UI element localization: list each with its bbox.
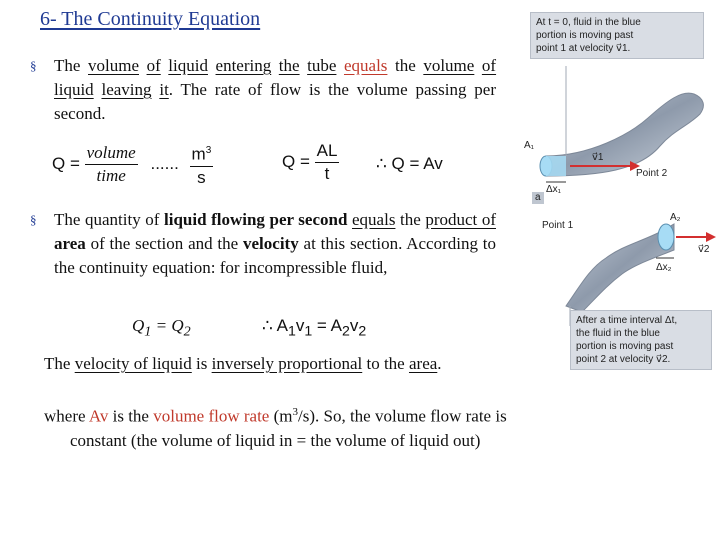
label-point-2: Point 2 <box>636 168 668 179</box>
eq-symbol: = A <box>312 316 342 335</box>
caption-line: portion is moving past <box>536 30 634 41</box>
word-underlined: the <box>278 56 300 75</box>
text: to the <box>362 354 409 373</box>
bullet-text <box>54 208 496 280</box>
text: at this section. According to the continuity equation: for incompressible fluid, <box>54 234 496 277</box>
flow-rate-paragraph <box>44 400 648 453</box>
fraction-denominator: time <box>96 165 126 185</box>
eq-subscript: 1 <box>304 323 313 340</box>
text-underlined: velocity of liquid <box>74 354 192 373</box>
eq-symbol: = <box>69 153 80 173</box>
label-a1: A₁ <box>524 140 535 151</box>
caption-line: portion is moving past <box>576 341 674 352</box>
label-point-1: Point 1 <box>542 220 574 231</box>
eq-symbol: ∴ A <box>262 316 288 335</box>
pipe-top <box>546 93 703 176</box>
text: (m <box>269 406 293 426</box>
slide-title: 6- The Continuity Equation <box>40 8 261 30</box>
inverse-proportion-sentence <box>44 354 442 374</box>
bullet-text <box>54 54 496 126</box>
fraction-denominator: t <box>324 164 330 183</box>
bullet-volume-definition <box>30 54 496 126</box>
text: where <box>44 406 89 426</box>
fraction-numerator <box>190 140 214 167</box>
paragraph-line-2: constant (the volume of liquid in = the volume of liquid out) <box>70 430 481 450</box>
text: of the section and the <box>85 234 244 253</box>
equation-al-over-t <box>282 140 339 185</box>
bullet-continuity <box>30 208 496 280</box>
fluid-segment-1-body <box>546 156 566 176</box>
fraction-denominator: s <box>197 167 206 187</box>
bullet-rest: . The rate of flow is the volume passing per second. <box>54 80 497 123</box>
bullet-marker: § <box>30 212 37 227</box>
caption-line: At t = 0, fluid in the blue <box>536 17 641 28</box>
word-underlined: entering <box>215 56 272 75</box>
fraction-units <box>190 140 214 189</box>
label-dx2: Δx₂ <box>656 262 672 273</box>
word-underlined: leaving <box>101 80 152 99</box>
text: . <box>437 354 442 373</box>
eq-symbol: Q <box>132 316 145 335</box>
eq-symbol: Q <box>282 151 296 171</box>
word-underlined: of <box>146 56 161 75</box>
eq-symbol: Q <box>171 316 184 335</box>
text: The quantity of <box>54 210 164 229</box>
text-bold: area <box>54 234 86 253</box>
text-underlined: product of <box>425 210 496 229</box>
word-underlined: volume <box>88 56 139 75</box>
word-underlined: of <box>481 56 497 75</box>
eq-symbol: = <box>299 151 310 171</box>
caption-line: After a time interval Δt, <box>576 315 678 326</box>
equation-a1v1-a2v2 <box>262 316 366 339</box>
text-red: Av <box>88 406 109 426</box>
label-dx1: Δx₁ <box>546 184 562 195</box>
eq-symbol: Q <box>52 153 66 173</box>
equation-volume-rate <box>52 140 213 189</box>
figure-badge: a <box>535 192 541 203</box>
word-underlined: liquid <box>168 56 208 75</box>
text-bold: liquid flowing per second <box>164 210 348 229</box>
word: the <box>394 56 416 75</box>
eq-dots: ...... <box>150 153 179 173</box>
caption-line: the fluid in the blue <box>576 328 660 339</box>
fraction-numerator: AL <box>315 140 340 163</box>
word-underlined: liquid <box>54 80 94 99</box>
eq-subscript: 2 <box>341 323 350 340</box>
text: The <box>44 354 75 373</box>
unit-exponent: 3 <box>205 145 212 156</box>
eq-subscript: 2 <box>183 323 191 340</box>
label-v2: v⃗2 <box>698 244 710 255</box>
caption-bottom <box>570 310 712 370</box>
velocity-arrow-2-head <box>706 232 716 242</box>
eq-subscript: 1 <box>144 323 152 340</box>
text-underlined: inversely proportional <box>211 354 363 373</box>
equation-q-equals-av: ∴ Q = Av <box>376 154 443 173</box>
label-a2: A₂ <box>670 212 681 223</box>
word-underlined: it <box>159 80 169 99</box>
word: The <box>54 56 81 75</box>
text: is <box>191 354 212 373</box>
equation-q1-q2 <box>132 316 191 340</box>
eq-symbol: v <box>349 316 359 335</box>
bullet-marker: § <box>30 58 37 73</box>
unit-m: m <box>191 144 206 164</box>
text: /s). So, the volume flow rate is <box>298 406 507 426</box>
text: the <box>395 210 426 229</box>
text-underlined: area <box>408 354 438 373</box>
word-underlined: tube <box>307 56 337 75</box>
eq-subscript: 1 <box>287 323 296 340</box>
word-underlined-red: equals <box>343 56 388 75</box>
eq-subscript: 2 <box>358 323 367 340</box>
label-v1: v⃗1 <box>592 152 604 163</box>
word-underlined: volume <box>423 56 475 75</box>
caption-line: point 1 at velocity v⃗1. <box>536 43 631 54</box>
text-bold: velocity <box>243 234 299 253</box>
eq-symbol: v <box>295 316 305 335</box>
caption-line: point 2 at velocity v⃗2. <box>576 354 671 365</box>
fraction-numerator: volume <box>85 142 138 165</box>
superscript: 3 <box>292 406 298 418</box>
text-underlined: equals <box>352 210 396 229</box>
eq-symbol: = <box>155 316 168 335</box>
text: is the <box>108 406 154 426</box>
text-red: volume flow rate <box>153 406 270 426</box>
fluid-segment-2 <box>658 224 674 250</box>
continuity-figure <box>510 6 720 386</box>
fraction-volume-time <box>85 142 138 187</box>
fraction-al-t <box>315 140 340 185</box>
